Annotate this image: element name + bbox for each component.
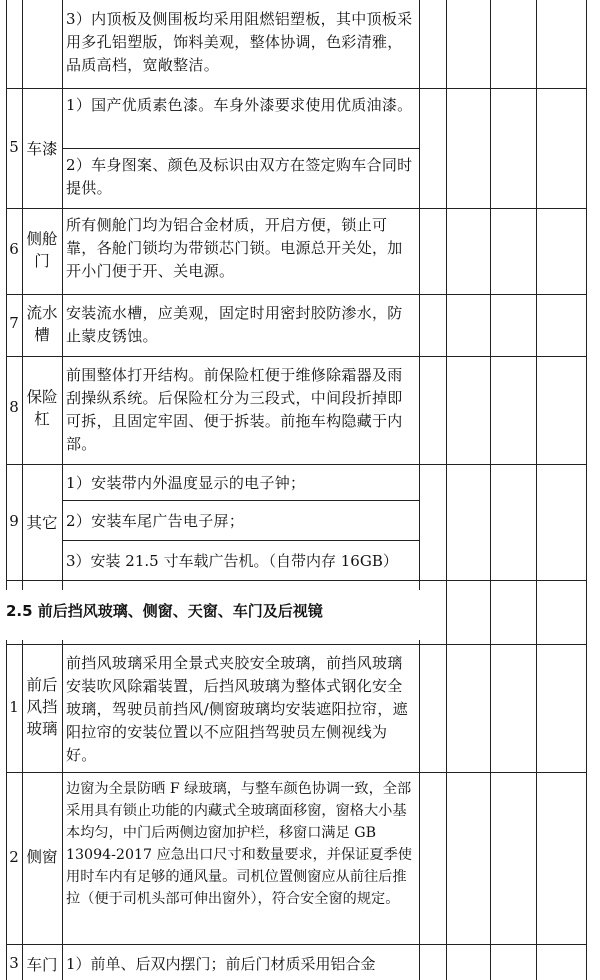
row-border (6, 294, 586, 295)
row-number: 1 (9, 698, 19, 716)
row-border (6, 208, 586, 209)
row-border (6, 356, 586, 357)
row-number: 9 (9, 512, 19, 530)
cell-text: 1）安装带内外温度显示的电子钟； (66, 474, 306, 492)
row-number: 3 (9, 954, 19, 972)
row-name: 其它 (26, 514, 58, 532)
cell-text: 安装流水槽，应美观，固定时用密封胶防渗水，防止蒙皮锈蚀。 (66, 304, 403, 345)
cell-text: 2）安装车尾广告电子屏； (66, 512, 245, 530)
col-blank-2 (490, 0, 491, 980)
row-name: 流水槽 (26, 304, 58, 344)
cell-text: 前挡风玻璃采用全景式夹胶安全玻璃，前挡风玻璃安装吹风除霜装置，后挡风玻璃为整体式钢化安全玻璃，驾驶员前挡风/侧窗玻璃均安装遮阳拉帘，遮阳拉帘的安装位置以不应阻挡驾驶员左侧视线为好。 (66, 654, 408, 764)
row-number: 6 (9, 240, 19, 258)
row-number: 2 (9, 848, 19, 866)
cell-text: 所有侧舱门均为铝合金材质，开启方便，锁止可靠，各舱门锁均为带锁芯门锁。电源总开关处，加开小门便于开、关电源。 (66, 216, 403, 280)
row-number: 8 (9, 398, 19, 416)
cell-text: 前围整体打开结构。前保险杠便于维修除霜器及雨刮操纵系统。后保险杠分为三段式，中间段折掉即可拆，且固定牢固、便于拆装。前拖车构隐藏于内部。 (66, 366, 403, 453)
row-border (6, 644, 586, 645)
row-border (6, 772, 586, 773)
row-name: 车门 (26, 956, 58, 974)
cell-text-prev: 3）内顶板及侧围板均采用阻燃铝塑板，其中顶板采用多孔铝塑版，饰料美观，整体协调，色彩清雅，品质高档，宽敞整洁。 (66, 10, 413, 74)
cell-text: 1）前单、后双内摆门；前后门材质采用铝合金 (66, 955, 376, 973)
row-name: 侧舱门 (26, 230, 58, 270)
row-border (6, 464, 586, 465)
row-border (62, 148, 419, 149)
cell-text: 3）安装 21.5 寸车载广告机。（自带内存 16GB） (66, 552, 398, 570)
table-border-left-lower (6, 640, 7, 980)
cell-text: 边窗为全景防晒 F 绿玻璃，与整车颜色协调一致，全部采用具有锁止功能的内藏式全玻璃面移窗，窗格大小基本均匀，中门后两侧边窗加护栏，移窗口满足 GB 13094-2017 应急出口尺寸和数量要求，并保证夏季使用时车内有足够的通风量。司机位置侧窗应从前往后推拉（便于司机头部可伸出窗外），符合安全窗的规定。 (66, 781, 412, 907)
col-blank-1 (446, 0, 447, 980)
row-border (62, 500, 419, 501)
row-number: 5 (9, 138, 19, 156)
row-border (62, 540, 419, 541)
cell-text: 2）车身图案、颜色及标识由双方在签定购车合同时提供。 (66, 156, 413, 197)
col-content-divider-lower (419, 640, 420, 980)
row-name: 前后风挡玻璃 (26, 676, 58, 738)
row-name: 保险杠 (26, 388, 58, 428)
section-heading: 2.5 前后挡风玻璃、侧窗、天窗、车门及后视镜 (6, 602, 323, 620)
col-name-divider-lower (62, 640, 63, 980)
row-number: 7 (9, 314, 19, 332)
col-blank-4 (586, 0, 587, 980)
cell-text: 1）国产优质素色漆。车身外漆要求使用优质油漆。 (66, 96, 413, 114)
col-blank-3 (536, 0, 537, 980)
row-border (6, 580, 586, 581)
row-name: 车漆 (26, 140, 58, 158)
row-border (6, 944, 586, 945)
row-name: 侧窗 (26, 848, 58, 866)
row-border (6, 88, 586, 89)
